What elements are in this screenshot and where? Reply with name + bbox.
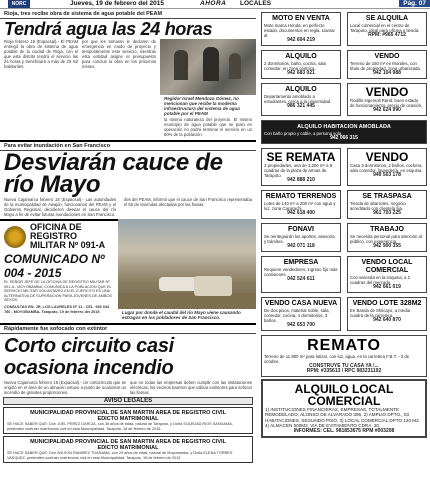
ad-alquilo-local-phone: INFORMES: CEL. 981853675 RPM #003208 xyxy=(293,427,395,434)
newspaper-name: AHORA xyxy=(200,0,227,7)
ad-casa-nueva-title: VENDO CASA NUEVA xyxy=(264,300,338,307)
page-header xyxy=(0,0,430,9)
story1-photo xyxy=(160,39,256,95)
ad-trabajo-text: Se necesita personal para atención al público, con experiencia. xyxy=(350,234,422,244)
ad-empresa xyxy=(261,256,341,293)
story2-caption: Lugar por donde el caudal del río Mayo viene causando estragos en los pobladores de San Francisco. xyxy=(122,310,241,320)
ad-vendo1-title: VENDO xyxy=(374,53,400,60)
story1-body xyxy=(0,39,160,137)
story2-photo xyxy=(118,219,256,309)
story1-caption: Regidor Israel Mendoza Gómez, no mencionan que recibe la moderna infraestructura del sistema de agua potable por el PEAM xyxy=(164,96,240,116)
ad-moto-phone: 942 604 219 xyxy=(287,37,315,43)
comunicado-text: EL SEÑOR JEFE DE LA OFICINA DE REGISTRO MILITAR Nº 091-A - MOYOBAMBA, COMUNICA A LA POBLACION QUE EL SERVICIO MILITAR VOLUNTARIO EN EL EJERCITO ES UNA ALTERNATIVA DE SUPERACION PARA JOVENES DE AMBOS SEXOS. xyxy=(4,280,112,303)
ad-alquilo-local xyxy=(261,379,427,438)
ad-lote-text: En Banda de Shilcayo, a media cuadra de la carretera. xyxy=(350,308,410,318)
ad-traspaso-phone: 961 703 225 xyxy=(373,210,401,216)
ad-remata1-text: 2 propiedades, una de 3,200 m² a 8 cuadras de la plaza de armas de Tarapoto. xyxy=(264,163,333,178)
ad-remata1 xyxy=(261,148,341,186)
ad-remata1-phone: 942 888 210 xyxy=(287,177,315,183)
ad-fonavi-text: Se reintegrarán los aportes, asesoría y trámites. xyxy=(264,234,335,244)
issue-date: Jueves, 19 de febrero del 2015 xyxy=(70,0,164,7)
ad-casa-nueva-text: De dos pisos, material noble, sala, comedor, cocina, 4 dormitorios, 3 baños. xyxy=(264,308,330,323)
ad-trabajo xyxy=(347,223,427,252)
ad-fonavi xyxy=(261,223,341,252)
story1-col1: Rioja febrero 18 (Expacsal).- El PEAM entregó la obra de sistema de agua potable de la ciudad de Rioja, con el que este distrito tendrá el servicio las 24 horas y beneficiará a más de 20 mil habitantes. xyxy=(4,39,78,69)
ad-remato xyxy=(261,335,427,377)
ad-vendo2 xyxy=(347,83,427,116)
oficina-title: OFICINA DE REGISTRO MILITAR Nº 091-A xyxy=(30,222,106,250)
ad-remato-title: REMATO xyxy=(307,337,381,354)
edicto1-subheading: EDICTO MATRIMONIAL xyxy=(97,416,159,422)
ad-habitacion-text: Con baño propio y cable, a persona sola. xyxy=(264,131,343,136)
story1-col3: la misma naturaleza del proyecto. El mismo municipio de agua potable que se puso en operación no podrá terminar el servicio en un 80% de la población. xyxy=(164,117,252,137)
ad-empresa-title: EMPRESA xyxy=(283,259,319,266)
story3-headline: Corto circuito casi ocasiona incendio xyxy=(4,335,174,379)
ad-vendo1-phone: 942 104 988 xyxy=(373,70,401,76)
ad-remato-terrenos-title: REMATO TERRENOS xyxy=(265,193,337,200)
ad-remato-terrenos xyxy=(261,190,341,219)
oficina-header xyxy=(0,219,118,252)
ad-alquilo1 xyxy=(261,50,341,79)
ad-traspaso-text: Tienda de abarrotes, negocio acreditado con clientela fija. xyxy=(350,201,406,211)
classifieds-column xyxy=(258,10,430,480)
ad-vendo3-phone: 949 503 178 xyxy=(373,172,401,178)
edicto1-heading: MUNICIPALIDAD PROVINCIAL DE SAN MARTIN AREA DE REGISTRO CIVIL xyxy=(30,410,226,416)
ad-local-phone: 942 661 019 xyxy=(373,284,401,290)
section-name: LOCALES xyxy=(240,0,272,7)
ad-alquilo-local-title: ALQUILO LOCAL COMERCIAL xyxy=(294,382,394,408)
ad-lote-title: VENDO LOTE 328M2 xyxy=(352,300,422,307)
ad-remato-text: Terreno de 11.900 m² para lotizar, con luz, agua, en la carretera F.B.T. - 3 de octubre. xyxy=(264,354,410,364)
ad-traspaso xyxy=(347,190,427,219)
ad-vendo3-title: VENDO xyxy=(365,150,409,164)
ad-lote-phone: 942 640 870 xyxy=(373,317,401,323)
story2-headline: Desviarán cauce de río Mayo xyxy=(4,149,223,198)
page-number: Pág. 07 xyxy=(399,0,430,7)
story1-col2: por que les tomaran le declaren de emergencia en modo de proyecto y temporalmente este servicio, mientras esta entidad asigne el presupuesto para concluir la obra en los próximos meses. xyxy=(82,39,156,69)
ad-alquilo1-text: 2 dormitorios, baño, cocina, sala comedor, en zona céntrica. xyxy=(264,61,326,71)
ad-alquilo2 xyxy=(261,83,341,116)
ad-moto-title: MOTO EN VENTA xyxy=(272,15,330,22)
ad-local xyxy=(347,256,427,293)
ad-vendo2-title: VENDO xyxy=(365,85,409,99)
ad-remato-phone: RPM: #335613 / RPC 983231192 xyxy=(306,368,382,374)
ad-alquila1-phone: RPM: #965 4712 xyxy=(368,32,406,38)
story2-col1: Nueva Cajamarca febrero 18 (Expacsal).- Las autoridades de la municipalidad de Awajún, funcionarios del PEAM y el Gobierno Regional, decidieron desviar el cauce del río Mayo a fin de evitar futuras inundaciones en San Francisco. xyxy=(4,197,116,217)
edicto-1 xyxy=(3,407,253,434)
story2-col2: des del PEAM, informó que el cauce de San Francisco representaba el 50 de viviendas afectadas por las lluvias. xyxy=(124,197,252,207)
ad-casa-nueva-phone: 942 653 700 xyxy=(287,322,315,328)
ad-vendo1-text: Terreno de 160 m² en Morales, con título de propiedad, zona urbanizada. xyxy=(350,61,421,71)
story3-col2: que no todas las empresas deben cumplir con las instalaciones eléctricas, los vecinos tuvieron que utilizar extintores para sofocar las llamas. xyxy=(130,380,252,395)
military-seal-icon xyxy=(4,226,26,248)
ad-lote xyxy=(347,297,427,331)
ad-vendo2-text: Rodillo Ingersoll Rand, buen estado de funcionamiento, precio de ocasión. xyxy=(350,98,423,108)
story1-headline: Tendrá agua las 24 horas xyxy=(4,19,213,39)
ad-vendo3-text: Casa 3 dormitorios, 2 baños, cochera, sala comedor, lavandería, en esquina. xyxy=(350,163,423,173)
ad-local-title: VENDO LOCAL COMERCIAL xyxy=(361,259,413,274)
ad-remata1-title: SE REMATA xyxy=(266,150,336,164)
ad-remato-terrenos-text: Lotes de 140 m² a 200 m² con agua y luz, zona Cacatachi. xyxy=(264,201,336,211)
ad-habitacion-title: ALQUILO HABITACION AMOBLADA xyxy=(297,124,391,130)
ad-alquilo2-title: ALQUILO xyxy=(285,86,317,93)
ad-empresa-phone: 042 524 611 xyxy=(287,276,315,282)
ad-alquilo2-text: Departamento amoblado a estudiantes, cerca a la universidad. xyxy=(264,94,332,104)
news-column xyxy=(0,10,256,480)
ad-alquila1 xyxy=(347,12,427,46)
ad-fonavi-title: FONAVI xyxy=(288,226,314,233)
ad-casa-nueva xyxy=(261,297,341,331)
ad-moto xyxy=(261,12,341,46)
ad-habitacion xyxy=(261,120,427,144)
story2-kicker: Para evitar inundación en San Francisco xyxy=(0,140,256,151)
ad-alquila1-text: Local comercial en el centro de Tarapoto, ideal para oficina o tienda. xyxy=(350,23,420,33)
ad-remato-terrenos-phone: 942 618 400 xyxy=(287,210,315,216)
ad-trabajo-title: TRABAJO xyxy=(370,226,404,233)
edicto1-text: SE HACE SABER QUE: Don JOEL PEREZ GARCIA, con 36 años de edad, natural de Tarapoto, y Doña SOLEDAD RIOS SANGAMA, pretenden contraer matrimonio civil en esta Municipalidad. Tarapoto, 18 de febrero de 2015 xyxy=(7,422,233,431)
avisos-legales-banner: AVISO LEGALES xyxy=(3,397,253,405)
edicto2-text: SE HACE SABER QUE: Don WILSON RAMIREZ TUANAMA, con 29 años de edad, natural de Moyobamba, y Doña ELENA TORRES VASQUEZ, pretenden contraer matrimonio civil en esta Municipalidad. Tarapoto, 18 de febrero de 2015 xyxy=(7,451,233,460)
comunicado-title: COMUNICADO Nº 004 - 2015 xyxy=(4,252,105,280)
ad-habitacion-phone: 942 066 315 xyxy=(330,135,358,141)
edicto2-subheading: EDICTO MATRIMONIAL xyxy=(97,445,159,452)
story1-kicker: Rioja, tres recibe obra de sistema de agua potable del PEAM xyxy=(0,10,256,19)
edicto2-heading: MUNICIPALIDAD PROVINCIAL DE SAN MARTIN AREA DE REGISTRO CIVIL xyxy=(30,439,226,446)
ad-vendo1 xyxy=(347,50,427,79)
ad-alquilo1-title: ALQUILO xyxy=(285,53,317,60)
story3-body xyxy=(0,380,256,395)
ad-vendo3 xyxy=(347,148,427,186)
story3-kicker: Rápidamente fue sofocado con extintor xyxy=(0,323,256,334)
ad-alquilo-local-text: 1) INSTITUCIONES FINANCIERAS, EMPRESAS, TOTALMENTE REMODELADO, ALONSO DE ALVARADO 395. 2) AMPLIO DPTO., 03 HABITACIONES, SEGUNDO PISO. 3) LOCAL COMERCIAL DPTO 120 M2. 4) ALMACEN 500M2, VIA DE EVITAMIENTO CDRA. 20 xyxy=(265,407,420,429)
ad-alquila1-title: SE ALQUILA xyxy=(365,15,409,22)
newspaper-logo: NORC xyxy=(8,0,30,8)
ad-remato-sub: CONSTRUYE TU CASA YA !... xyxy=(309,363,379,369)
ad-local-text: Con vivienda en la esquina, a 2 cuadras del mercado. xyxy=(350,275,410,285)
story3-col1: Nueva Cajamarca febrero 18 (Expacsal).- Un cortocircuito que se originó en el área de un almacén estuvo a punto de ocasionar un incendio de grandes proporciones. xyxy=(4,380,126,395)
ad-fonavi-phone: 942 071 118 xyxy=(287,243,315,249)
ad-trabajo-phone: 942 900 355 xyxy=(373,243,401,249)
ad-alquilo2-phone: 986 321 445 xyxy=(287,103,315,109)
story2-body xyxy=(0,197,120,217)
ad-vendo2-phone: 942 624 990 xyxy=(373,107,401,113)
comunicado-footer: CONSULTAS EN: JR. LOS LAURELES Nº 11 - CEL. 949 044 780 - MOYOBAMBA. Tarapoto, 19 de febrero del 2015 xyxy=(4,304,110,314)
ad-alquilo1-phone: 942 683 021 xyxy=(287,70,315,76)
ad-empresa-text: Requiere vendedores, ingreso fijo más comisiones. xyxy=(264,267,338,277)
ad-moto-text: Moto marca Honda, en perfecto estado, documentos en regla. Llamar al xyxy=(264,23,335,38)
ad-traspaso-title: SE TRASPASA xyxy=(362,193,412,200)
edicto-2 xyxy=(3,436,253,463)
